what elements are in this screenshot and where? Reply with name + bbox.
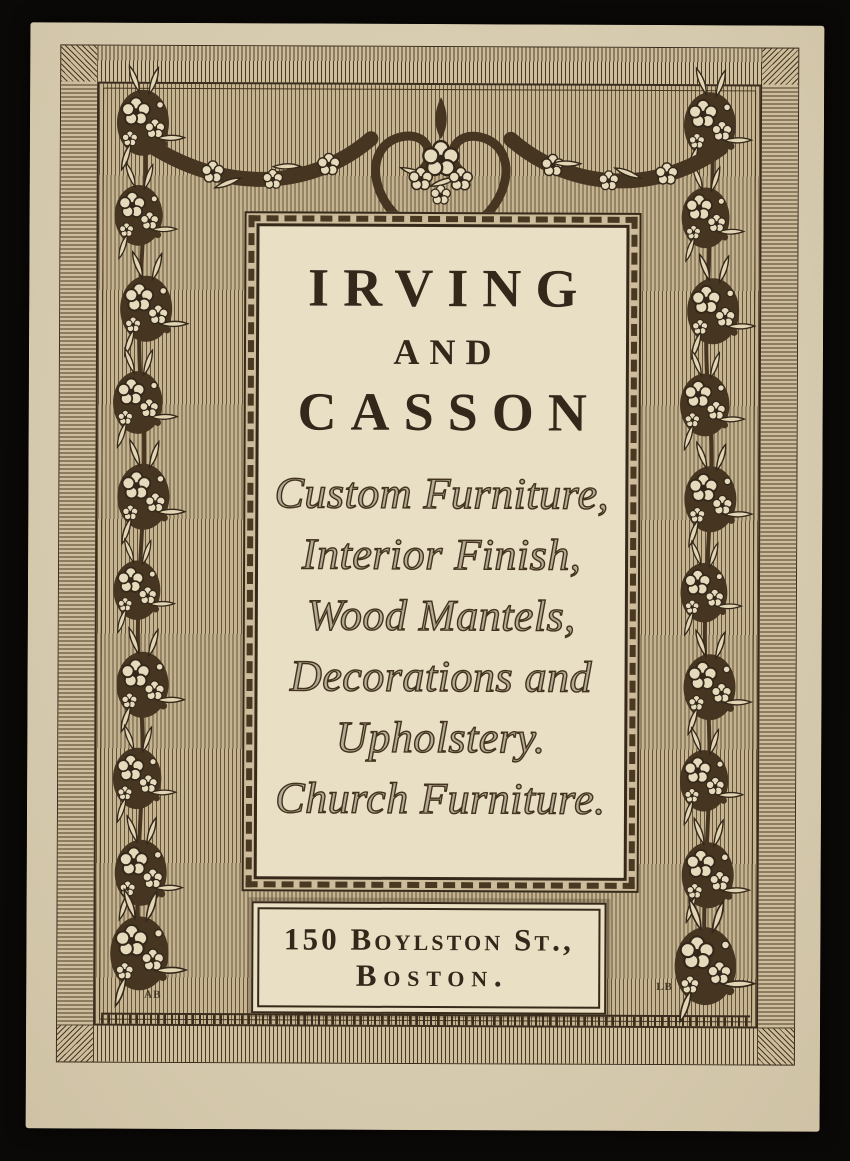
company-name-line-3: CASSON [297,381,602,444]
service-line: Wood Mantels, [306,590,576,641]
address-box [251,901,606,1015]
services-list [273,462,609,829]
floral-garland-right [669,68,758,1022]
text-panel [242,211,642,893]
service-line: Church Furniture. [275,773,606,824]
panel-paper [254,223,630,881]
service-line: Interior Finish, [301,529,582,580]
engraver-monogram-right: LB [656,981,673,994]
service-line: Upholstery. [335,712,546,763]
address-box-inner [257,907,600,1008]
address-street: 150 Boylston St., [283,921,574,959]
service-line: Custom Furniture, [274,468,610,519]
trade-card [26,22,825,1131]
floral-garland-left [105,66,190,1007]
company-name-line-1: IRVING [307,257,592,319]
company-name-line-2: AND [393,331,502,372]
engraver-monogram-left: AB [144,988,162,1001]
address-city: Boston. [355,957,509,994]
service-line: Decorations and [289,651,593,702]
panel-chain-border [246,215,638,889]
